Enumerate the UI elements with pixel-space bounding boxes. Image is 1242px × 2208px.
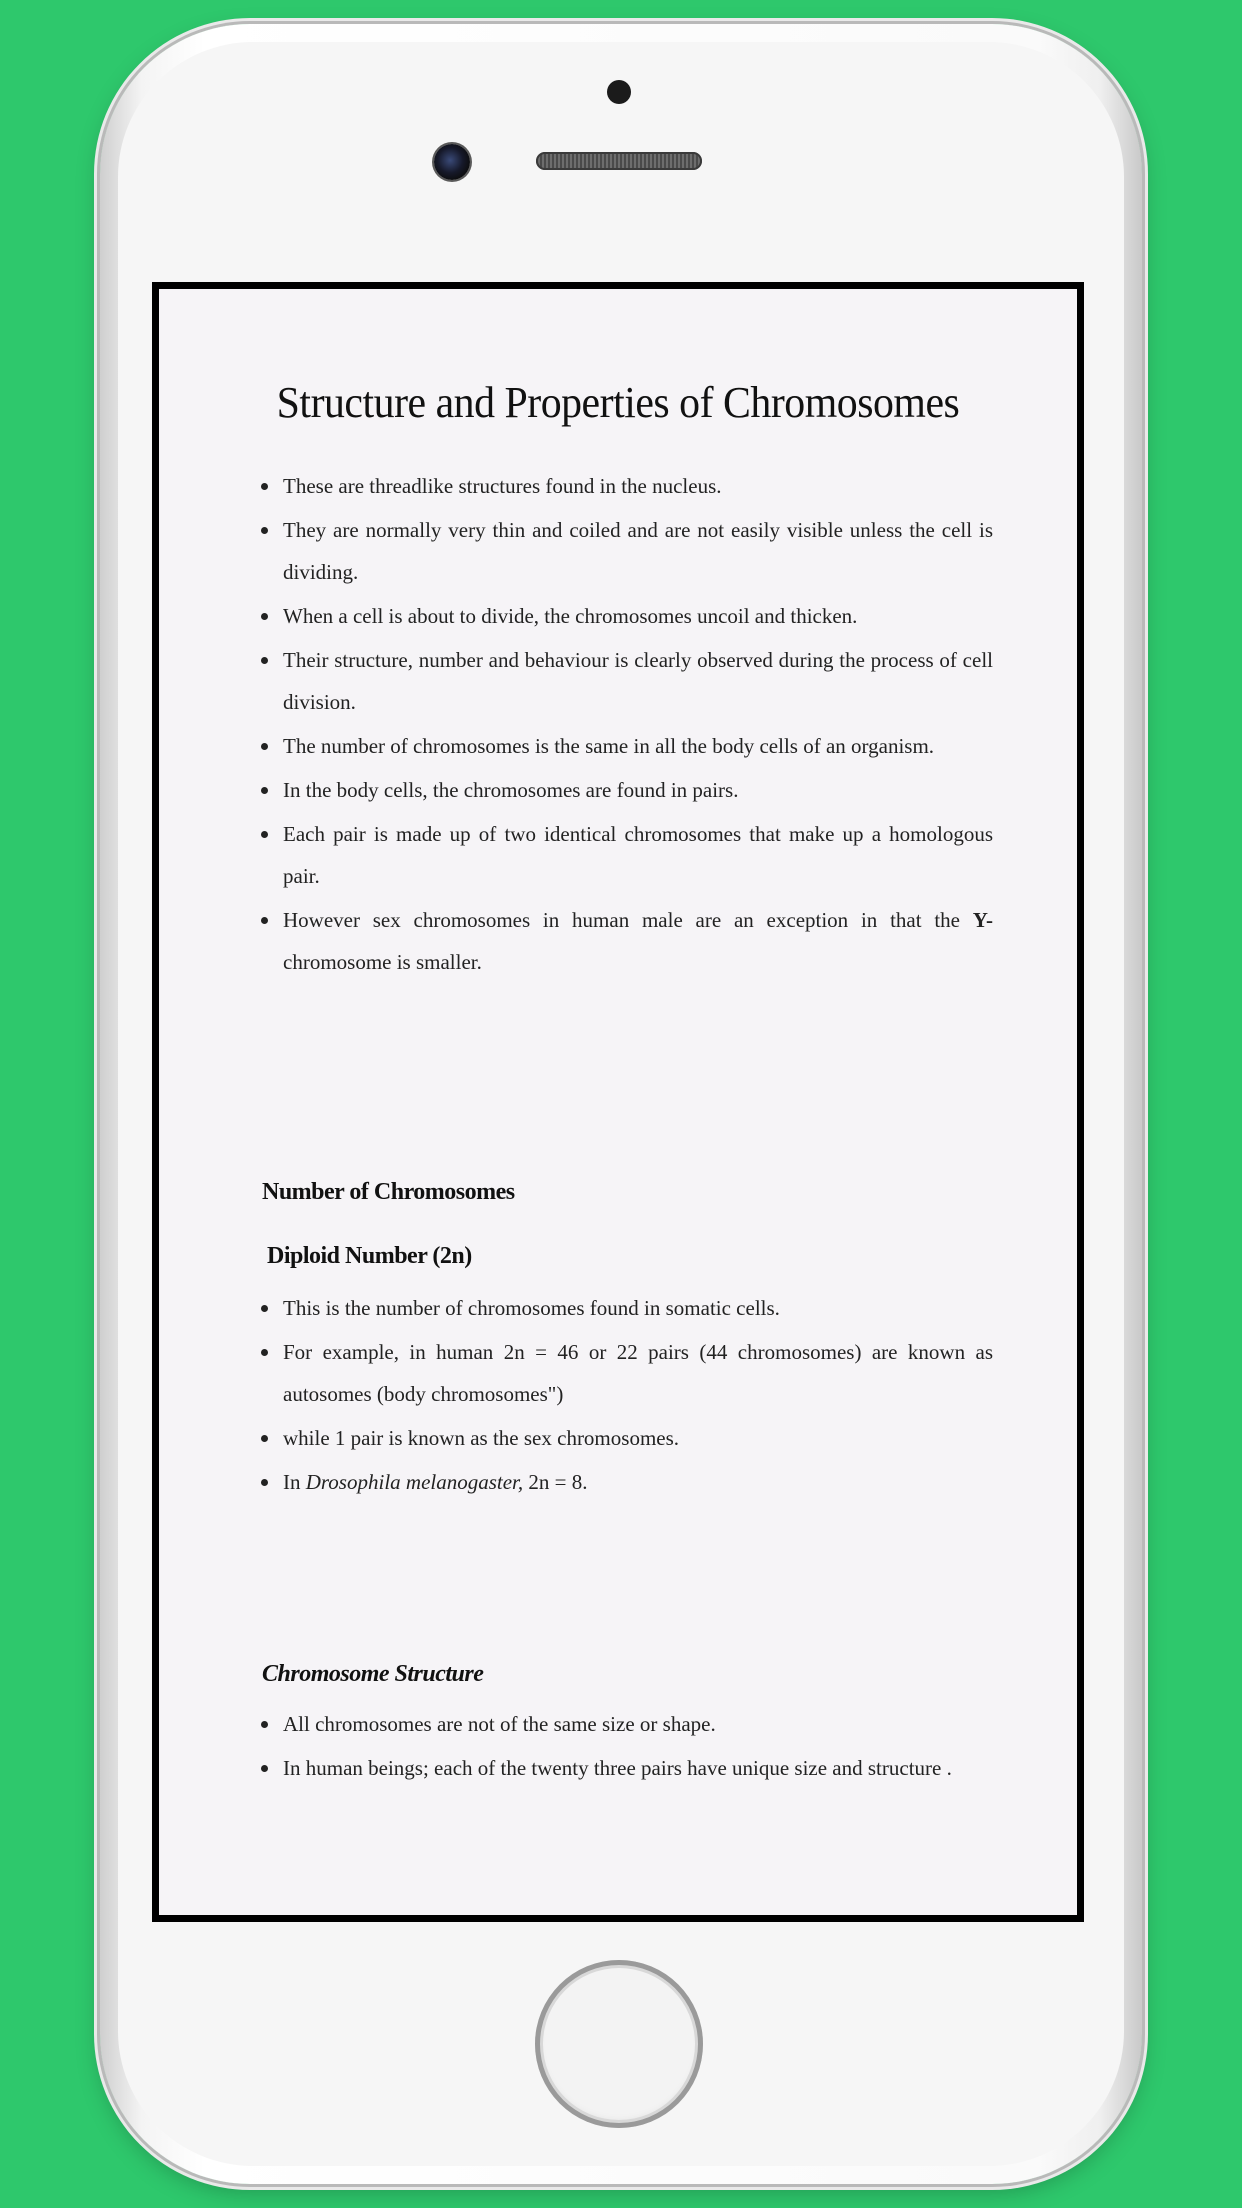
list-item-text: For example, in human 2n = 46 or 22 pairs (44 chromosomes) are known as autosomes (body chromosomes"): [283, 1340, 993, 1406]
bullet-icon: [261, 787, 268, 794]
list-item-text: In: [283, 1470, 306, 1494]
structure-bullet-list: [159, 1703, 1077, 1789]
list-item-text: All chromosomes are not of the same size or shape.: [283, 1712, 716, 1736]
bullet-icon: [261, 527, 268, 534]
species-name: Drosophila melanogaster,: [305, 1470, 524, 1494]
bullet-icon: [261, 831, 268, 838]
intro-bullet-list: [159, 465, 1077, 983]
list-item-text: chromosome is smaller.: [283, 950, 482, 974]
list-item-text: When a cell is about to divide, the chromosomes uncoil and thicken.: [283, 604, 858, 628]
section-heading-structure: Chromosome Structure: [262, 1661, 484, 1687]
list-item-text: while 1 pair is known as the sex chromosomes.: [283, 1426, 680, 1450]
list-item-text: These are threadlike structures found in the nucleus.: [283, 474, 722, 498]
subheading-diploid: Diploid Number (2n): [267, 1243, 472, 1269]
phone-screen[interactable]: [152, 282, 1084, 1922]
bullet-icon: [261, 1765, 268, 1772]
front-camera-icon: [434, 144, 470, 180]
y-chromosome-label: Y-: [972, 908, 993, 932]
list-item: [159, 639, 1077, 723]
list-item: [159, 1703, 1077, 1745]
list-item-text: However sex chromosomes in human male are an exception in that the: [283, 908, 973, 932]
bullet-icon: [261, 743, 268, 750]
section-heading-number: Number of Chromosomes: [262, 1179, 515, 1205]
bullet-icon: [261, 483, 268, 490]
list-item-text: 2n = 8.: [523, 1470, 588, 1494]
list-item: [159, 899, 1077, 983]
list-item: [159, 813, 1077, 897]
list-item: [159, 1417, 1077, 1459]
list-item-text: The number of chromosomes is the same in all the body cells of an organism.: [283, 734, 935, 758]
page-title: Structure and Properties of Chromosomes: [276, 378, 960, 427]
list-item-text: They are normally very thin and coiled and are not easily visible unless the cell is dividing.: [283, 518, 993, 584]
list-item-text: Their structure, number and behaviour is clearly observed during the process of cell division.: [283, 648, 993, 714]
list-item: [159, 1747, 1077, 1789]
bullet-icon: [261, 613, 268, 620]
list-item: [159, 1461, 1077, 1503]
list-item-text: In human beings; each of the twenty three pairs have unique size and structure .: [283, 1756, 952, 1780]
bullet-icon: [261, 1305, 268, 1312]
list-item: [159, 769, 1077, 811]
proximity-sensor: [607, 80, 631, 104]
list-item: [159, 595, 1077, 637]
bullet-icon: [261, 1721, 268, 1728]
home-button[interactable]: [535, 1960, 703, 2128]
list-item-text: Each pair is made up of two identical chromosomes that make up a homologous pair.: [283, 822, 993, 888]
bullet-icon: [261, 657, 268, 664]
earpiece-speaker: [536, 152, 702, 170]
bullet-icon: [261, 1479, 268, 1486]
list-item: [159, 725, 1077, 767]
list-item: [159, 465, 1077, 507]
list-item-text: In the body cells, the chromosomes are found in pairs.: [283, 778, 739, 802]
document-page: [159, 289, 1077, 1915]
bullet-icon: [261, 1435, 268, 1442]
list-item: [159, 1287, 1077, 1329]
list-item-text: This is the number of chromosomes found in somatic cells.: [283, 1296, 780, 1320]
bullet-icon: [261, 1349, 268, 1356]
diploid-bullet-list: [159, 1287, 1077, 1503]
list-item: [159, 1331, 1077, 1415]
bullet-icon: [261, 917, 268, 924]
list-item: [159, 509, 1077, 593]
